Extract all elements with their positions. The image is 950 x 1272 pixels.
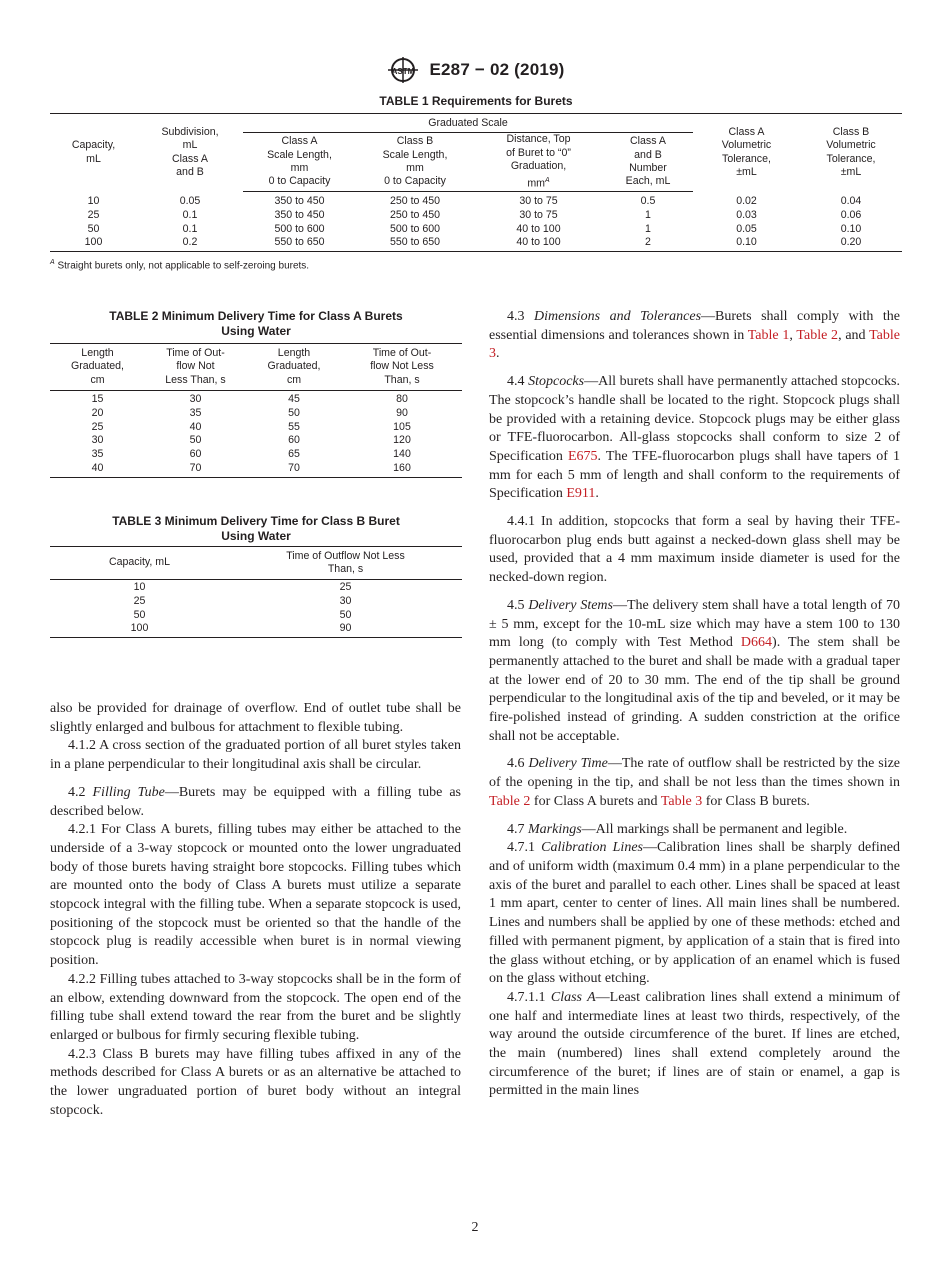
t1-group-header: Graduated Scale <box>243 114 693 133</box>
paragraph-4-2: 4.2 Filling Tube—Burets may be equipped with a filling tube as described below. <box>50 784 462 819</box>
table-cell: 100 <box>50 236 137 251</box>
paragraph-4-1-2: 4.1.2 A cross section of the graduated portion of all buret styles taken in a plane perpendicular to their longitudinal axis shall be circular. <box>50 738 461 773</box>
table-cell: 70 <box>246 462 342 477</box>
table-cell: 105 <box>393 420 411 433</box>
table-header-cell: Length Graduated, cm <box>50 344 145 391</box>
table-cell: 100 <box>50 622 229 637</box>
paragraph-4-4-1: 4.4.1 In addition, stopcocks that form a seal by having their TFE-fluorocarbon plug ends butt against a necked-down glass shell may be used, provided that a 4 mm maximum inside diameter is used for the necked-down region. <box>489 514 900 586</box>
table2 <box>50 343 462 478</box>
table-cell: 0.06 <box>840 208 862 221</box>
table-cell: 65 <box>288 448 300 461</box>
paragraph-4-7-1-1: 4.7.1.1 Class A—Least calibration lines shall extend a minimum of one half and intermediate lines at least two thirds, respectively, of the way around the outside circumference of the buret. If lines are etched, the main (numbered) lines shall extend completely around the circumference of the buret; if lines are of stain or enamel, a gap is permitted in the main lines <box>489 989 900 1099</box>
table3-title-line2: Using Water <box>221 529 291 543</box>
table-cell: 0.10 <box>693 236 800 251</box>
table-cell: 350 to 450 <box>274 208 325 221</box>
table-cell: 40 to 100 <box>516 222 561 235</box>
table-cell: 1 <box>645 208 651 221</box>
page-header <box>0 55 950 85</box>
table-cell: 25 <box>91 420 104 433</box>
table-header-cell: Length Graduated, cm <box>246 344 342 391</box>
paragraph-4-2-1: 4.2.1 For Class A burets, filling tubes may either be attached to the underside of a 3-way stopcock or mounted onto the lower ungraduated body of those burets having straight bore stopcocks. Filling tubes which are mounted onto the body of Class A burets must utilize a separate stopcock integral with the filling tube. When a separate stopcock is used, positioning of the stopcock must be oriented so that the handle of the stopcock plug is readily accessible when buret is in normal viewing position. <box>50 822 461 969</box>
table2-title <box>50 309 462 339</box>
table-cell: 90 <box>396 406 408 419</box>
table-cell: 90 <box>229 622 462 637</box>
table-cell: 40 <box>189 420 202 433</box>
table-row <box>50 391 462 407</box>
table-cell: 50 <box>339 608 352 621</box>
link-e911[interactable]: E911 <box>566 486 596 502</box>
t1-header-number: Class A and B Number Each, mL <box>603 133 693 192</box>
link-table2[interactable]: Table 2 <box>796 327 839 343</box>
t1-header-classb-tolerance: Class B Volumetric Tolerance, ±mL <box>800 114 902 192</box>
table-cell: 50 <box>288 406 300 419</box>
table1-footnote <box>50 259 309 271</box>
table-cell: 25 <box>87 208 100 221</box>
table-cell: 0.10 <box>840 222 862 235</box>
link-d664[interactable]: D664 <box>740 635 773 651</box>
t1-header-classa-scale: Class A Scale Length, mm 0 to Capacity <box>243 133 356 192</box>
table-cell: 20 <box>91 406 104 419</box>
table-row <box>50 622 462 637</box>
table-header-cell: Time of Out- flow Not Less Than, s <box>145 344 246 391</box>
left-column-text <box>50 700 461 1120</box>
t1-header-subdivision: Subdivision, mL Class A and B <box>137 114 243 192</box>
table-cell: 15 <box>91 393 104 405</box>
table-cell: 550 to 650 <box>356 236 474 251</box>
paragraph-4-7-1: 4.7.1 Calibration Lines—Calibration lines shall be sharply defined and of uniform width (maximum 0.4 mm) in a plane perpendicular to the axis of the buret and parallel to each other. Lines shall be spaced at least 1 mm apart, center to center of lines. All main lines shall be numbered. Lines and numbers shall be applied by one of these methods: etched and filled with permanent pigment, by application of a stain that is fired into the glass without etching, or by application of an enamel which is fused on the glass without etching. <box>489 840 901 987</box>
table-cell: 50 <box>87 222 100 235</box>
table-row <box>50 209 902 223</box>
paragraph-4-2-3: 4.2.3 Class B burets may have filling tubes affixed in any of the methods described for Class A burets or as an alternative be attached to the lower ungraduated portion of buret body without an integral stopcock. <box>50 1046 461 1118</box>
table-header-cell: Capacity, mL <box>50 547 229 580</box>
table3-title-line1: TABLE 3 Minimum Delivery Time for Class B Buret <box>112 514 400 528</box>
document-designation: E287 − 02 (2019) <box>429 60 565 79</box>
table-row <box>50 192 902 209</box>
table2-title-line1: TABLE 2 Minimum Delivery Time for Class A Burets <box>109 309 403 323</box>
table-row <box>50 223 902 237</box>
table-cell: 45 <box>288 393 300 405</box>
table-row <box>50 595 462 609</box>
table-row <box>50 421 462 435</box>
table-cell: 0.20 <box>800 236 902 251</box>
paragraph-4-6: 4.6 Delivery Time—The rate of outflow shall be restricted by the size of the opening in the tip, and shall be not less than the times shown in Table 2 for Class A burets and Table 3 for Class B burets. <box>489 756 901 809</box>
table2-title-line2: Using Water <box>221 324 291 338</box>
table-cell: 30 <box>189 393 202 405</box>
table3-title <box>50 514 462 544</box>
t1-header-classa-tolerance: Class A Volumetric Tolerance, ±mL <box>693 114 800 192</box>
table-row <box>50 462 462 477</box>
link-table3[interactable]: Table 3 <box>489 327 900 362</box>
table-cell: 50 <box>133 608 146 621</box>
table-cell: 160 <box>342 462 462 477</box>
t1-header-classb-scale: Class B Scale Length, mm 0 to Capacity <box>356 133 474 192</box>
table1 <box>50 113 902 252</box>
link-e675[interactable]: E675 <box>567 448 598 464</box>
link-table3-b[interactable]: Table 3 <box>660 793 703 809</box>
table-cell: 350 to 450 <box>274 195 325 207</box>
table-cell: 10 <box>133 581 146 593</box>
table-header-cell: Time of Outflow Not Less Than, s <box>229 547 462 580</box>
table-cell: 40 to 100 <box>474 236 603 251</box>
table-cell: 0.05 <box>179 194 201 207</box>
table-cell: 250 to 450 <box>389 208 441 221</box>
table-cell: 250 to 450 <box>389 195 441 207</box>
table-cell: 0.2 <box>137 236 243 251</box>
table1-title: TABLE 1 Requirements for Burets <box>379 94 573 108</box>
page-number: 2 <box>471 1220 479 1235</box>
link-table2-b[interactable]: Table 2 <box>489 793 531 809</box>
table-cell: 0.1 <box>182 222 198 235</box>
table-row <box>50 407 462 421</box>
table-cell: 30 to 75 <box>519 208 558 221</box>
table-cell: 80 <box>396 393 408 405</box>
table3 <box>50 546 462 638</box>
footnote-ref: A <box>544 176 550 184</box>
table-cell: 500 to 600 <box>389 222 441 235</box>
paragraph-4-3: 4.3 Dimensions and Tolerances—Burets shall comply with the essential dimensions and tolerances shown in Table 1, Table 2, and Table 3. <box>489 309 900 362</box>
table-cell: 60 <box>288 434 300 447</box>
paragraph-4-7: 4.7 Markings—All markings shall be permanent and legible. <box>507 821 848 837</box>
t1-header-distance: Distance, Top of Buret to “0” Graduation, $mm^A$ <box>474 133 603 192</box>
table1-body <box>50 192 902 252</box>
paragraph-4-5: 4.5 Delivery Stems—The delivery stem shall have a total length of 70 ± 5 mm, except for the 10-mL size which may have a stem 100 to 130 mm long (to comply with Test Method D664). The stem shall be permanently attached to the buret and shall be made with a gradual taper at the lower end of 20 to 30 mm. The end of the tip shall be ground perpendicular to the longitudinal axis of the tip and beveled, or it may be fire-polished instead of grinding. A sudden constriction at the orifice shall not be acceptable. <box>489 597 901 744</box>
table-cell: 55 <box>288 420 300 433</box>
t1-header-capacity: Capacity, mL <box>50 114 137 192</box>
paragraph-4-4: 4.4 Stopcocks—All burets shall have permanently attached stopcocks. The stopcock’s handle shall be located to the right. Stopcock plugs shall be provided with a retaining device. Stopcock plugs may be either glass or TFE-fluorocarbon. All-glass stopcocks shall conform to size 2 of Specification E675. The TFE-fluorocarbon plugs shall have tapers of 1 mm for each 5 mm of length and shall conform to the requirements of Specification E911. <box>489 374 901 502</box>
table-row <box>50 609 462 623</box>
table-cell: 140 <box>393 448 411 461</box>
right-column-text <box>489 308 900 1101</box>
table-cell: 0.04 <box>840 194 862 207</box>
table-cell: 30 <box>91 434 104 447</box>
link-table1[interactable]: Table 1 <box>747 327 790 343</box>
table-cell: 60 <box>189 448 202 461</box>
table-cell: 70 <box>145 462 246 477</box>
table-row <box>50 434 462 448</box>
paragraph-continued: also be provided for drainage of overflow. End of outlet tube shall be slightly enlarged and bulbous for attachment to flexible tubing. <box>50 701 461 735</box>
table-cell: 25 <box>133 594 146 607</box>
table-row <box>50 448 462 462</box>
table-cell: 0.02 <box>736 194 757 207</box>
table-cell: 25 <box>339 581 352 593</box>
table-cell: 40 <box>50 462 145 477</box>
table-cell: 500 to 600 <box>274 222 325 235</box>
paragraph-4-2-2: 4.2.2 Filling tubes attached to 3-way stopcocks shall be in the form of an elbow, extending downward from the stopcock. The open end of the filling tube shall extend toward the rear from the buret and be slightly enlarged or bulbous for firmly securing flexible tubing. <box>50 971 461 1043</box>
footnote-text: Straight burets only, not applicable to self-zeroing burets. <box>57 260 310 272</box>
table-cell: 0.5 <box>640 195 656 207</box>
table-row <box>50 236 902 251</box>
table-cell: 10 <box>87 194 100 207</box>
footnote-marker: A <box>50 259 55 266</box>
table-cell: 30 to 75 <box>519 195 558 207</box>
table-cell: 30 <box>339 594 352 607</box>
table-cell: 0.03 <box>736 208 757 221</box>
table-header-cell: Time of Out- flow Not Less Than, s <box>342 344 462 391</box>
table-cell: 35 <box>189 406 202 419</box>
table-cell: 50 <box>189 434 202 447</box>
table-cell: 120 <box>393 434 411 447</box>
table-cell: 35 <box>91 448 104 461</box>
table-cell: 0.05 <box>736 222 757 235</box>
table-cell: 2 <box>603 236 693 251</box>
astm-logo-icon <box>385 55 421 85</box>
table-row <box>50 580 462 595</box>
table-cell: 0.1 <box>182 208 198 221</box>
table-cell: 1 <box>645 222 651 235</box>
table-cell: 550 to 650 <box>243 236 356 251</box>
logo-text: ASTM <box>392 67 415 76</box>
